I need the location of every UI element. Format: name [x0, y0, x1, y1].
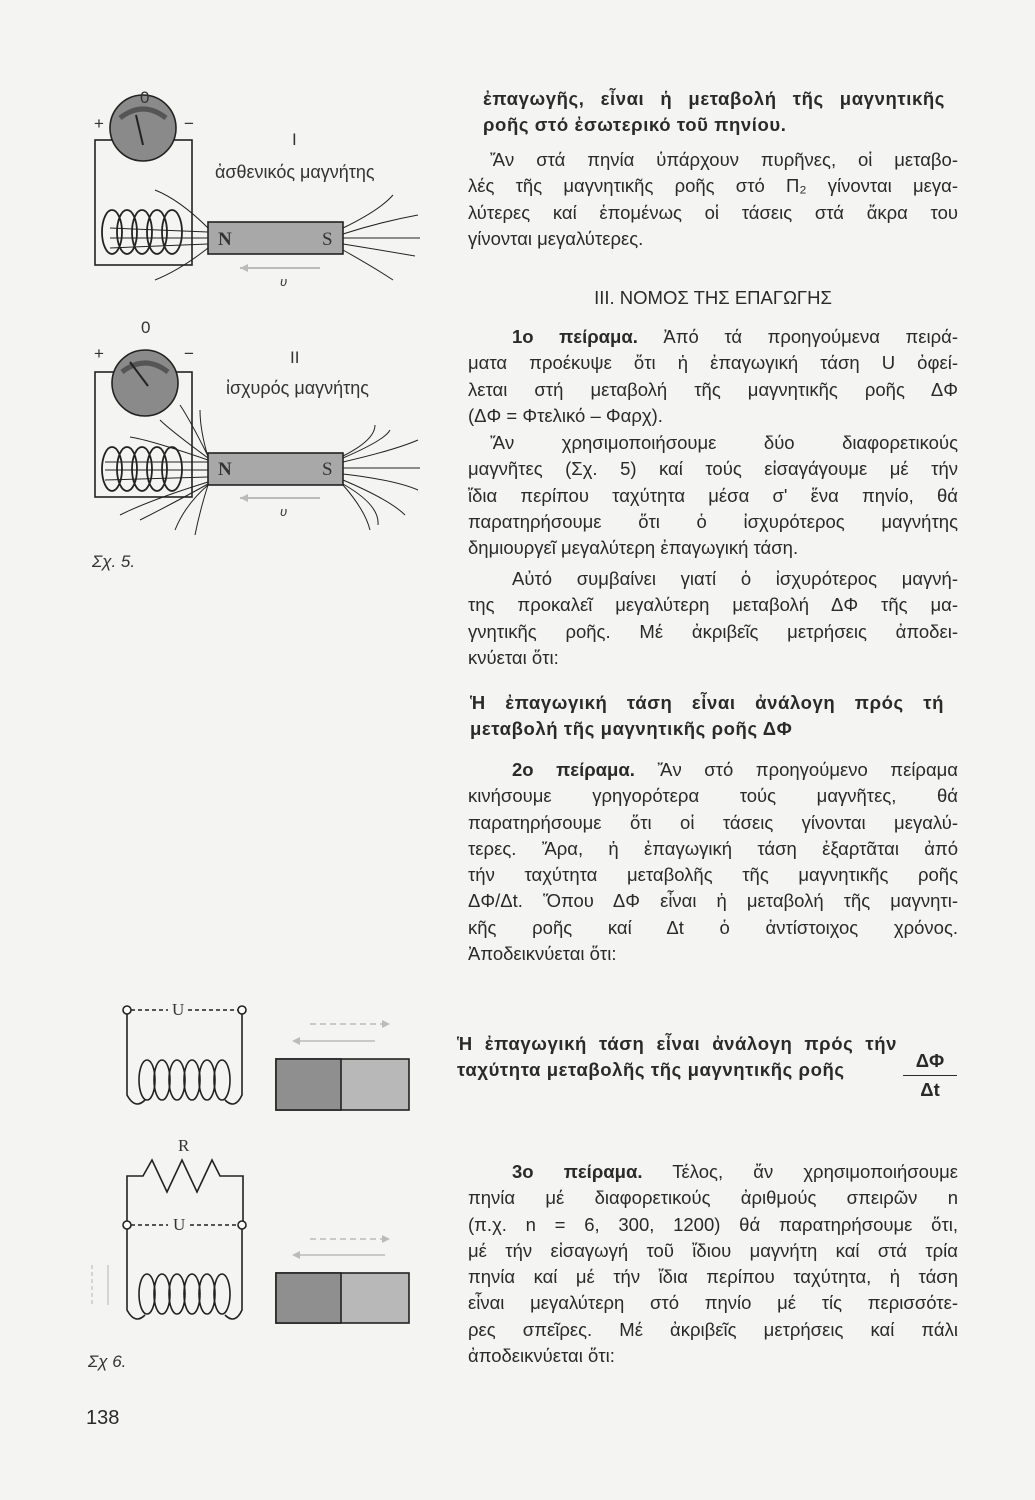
- paragraph-stronger-magnet: [468, 566, 958, 671]
- text-line-content: δημιουργεῖ μεγαλύτερη ἐπαγωγική τάση.: [468, 537, 799, 559]
- text-line-content: (ΔΦ = Φτελικό – Φαρχ).: [468, 404, 663, 426]
- north-label: N: [218, 229, 232, 250]
- text-line-content: τερες. Ἄρα, ἡ ἐπαγωγική τάση ἐξαρτᾶται ἀπό: [468, 837, 958, 859]
- figure6-circuit1: [123, 1006, 409, 1110]
- text-line-content: ἴδια περίπου ταχύτητα μέσα σ' ἕνα πηνίο, θά: [468, 484, 958, 506]
- text-line-content: Ἡ ἐπαγωγική τάση εἶναι ἀνάλογη πρός τήν: [457, 1033, 897, 1054]
- text-line-content: Ἄν στό προηγούμενο πείραμα: [634, 759, 958, 780]
- text-line-content: ἀποδεικνύεται ὅτι:: [468, 1345, 615, 1367]
- text-line-content: Ἄν στά πηνία ὑπάρχουν πυρῆνες, οἱ μεταβο-: [490, 149, 958, 170]
- text-line: [468, 1212, 958, 1238]
- south-label: S: [322, 459, 333, 480]
- text-line-content: εἶναι μεγαλύτερη στό πηνίο μέ τίς περισσότε-: [468, 1292, 958, 1314]
- text-line-content: κινήσουμε γρηγορότερα τούς μαγνῆτες, θά: [468, 785, 958, 807]
- resistor-icon: [127, 1160, 243, 1221]
- paragraph-conclusion: [483, 86, 945, 139]
- text-line: [468, 862, 958, 888]
- text-line: [468, 483, 958, 509]
- terminal-icon: [238, 1006, 246, 1014]
- text-line: [468, 645, 958, 671]
- text-line-content: λύτερες καί ἑπομένως οἱ τάσεις στά ἄκρα του: [468, 201, 958, 223]
- text-line: [468, 783, 958, 809]
- text-line-content: ταχύτητα μεταβολῆς τῆς μαγνητικῆς ροῆς: [457, 1059, 845, 1081]
- text-line-content: γίνονται μεγαλύτερες.: [468, 227, 644, 249]
- experiment-title: 3ο πείραμα.: [512, 1161, 643, 1182]
- text-line-content: κνύεται ὅτι:: [468, 646, 559, 668]
- text-line-content: μέ τήν εἰσαγωγή τοῦ ἴδιου μαγνήτη καί στά τρία: [468, 1239, 958, 1261]
- figure5-panel1: [95, 95, 420, 280]
- text-line: [468, 1264, 958, 1290]
- text-line: [468, 535, 958, 561]
- text-line: [468, 566, 958, 592]
- minus-label: −: [184, 114, 194, 133]
- text-line-content: πηνία καί μέ τήν ἴδια περίπου ταχύτητα, ἡ τάση: [468, 1266, 958, 1288]
- text-line: [457, 1031, 897, 1057]
- text-line-content: Αὐτό συμβαίνει γιατί ὁ ἰσχυρότερος μαγνή-: [512, 568, 958, 589]
- figure5-caption: Σχ. 5.: [92, 552, 136, 571]
- text-line: [468, 430, 958, 456]
- text-line: [468, 173, 958, 199]
- voltage-label: U: [172, 1000, 185, 1019]
- text-line-content: γνητικῆς ροῆς. Μέ ἀκριβεῖς μετρήσεις ἀποδει-: [468, 620, 958, 642]
- text-line-content: ροῆς στό ἐσωτερικό τοῦ πηνίου.: [483, 114, 787, 136]
- text-line-content: της προκαλεῖ μεγαλύτερη μεταβολή ΔΦ τῆς μα-: [468, 594, 958, 616]
- text-line-content: λές τῆς μαγνητικῆς ροῆς στό Π₂ γίνονται μεγα-: [468, 175, 958, 197]
- terminal-icon: [123, 1006, 131, 1014]
- text-line: [468, 757, 958, 783]
- text-line-content: μαγνῆτες (Σχ. 5) καί τούς εἰσαγάγουμε μέ τήν: [468, 458, 958, 480]
- text-line: [470, 690, 944, 716]
- text-line: [468, 1290, 958, 1316]
- text-line: [468, 941, 958, 967]
- text-line-content: κῆς ροῆς καί Δt ὁ ἀντίστοιχος χρόνος.: [468, 916, 958, 938]
- text-line-content: Τέλος, ἄν χρησιμοποιήσουμε: [642, 1161, 958, 1182]
- text-line-content: ΔΦ/Δt. Ὅπου ΔΦ εἶναι ἡ μεταβολή τῆς μαγνητι-: [468, 890, 958, 912]
- experiment-title: 1ο πείραμα.: [512, 326, 638, 347]
- text-line: [483, 86, 945, 112]
- text-line: [468, 836, 958, 862]
- velocity-label: υ: [280, 504, 288, 519]
- text-line: [468, 226, 958, 252]
- text-line-content: παρατηρήσουμε ὅτι οἱ τάσεις γίνονται μεγαλύ-: [468, 811, 958, 833]
- paragraph-experiment-3: [468, 1159, 958, 1369]
- text-line: [468, 200, 958, 226]
- page-number: 138: [86, 1407, 120, 1429]
- plus-label: +: [94, 344, 104, 363]
- text-line: [468, 324, 958, 350]
- terminal-icon: [238, 1221, 246, 1229]
- text-line: [468, 509, 958, 535]
- fraction-dphi-dt: [903, 1050, 957, 1101]
- north-label: N: [218, 459, 232, 480]
- fraction-denominator: Δt: [920, 1079, 940, 1100]
- text-line: [468, 810, 958, 836]
- coil-icon: [139, 1274, 230, 1314]
- text-line-content: (π.χ. n = 6, 300, 1200) θά παρατηρήσουμε ὅτι,: [468, 1213, 958, 1235]
- panel2-label: ἰσχυρός μαγνήτης: [226, 378, 369, 398]
- text-line: [468, 1185, 958, 1211]
- galvanometer-zero-label: 0: [141, 318, 151, 337]
- text-line: [468, 1343, 958, 1369]
- text-line-content: Ἄν χρησιμοποιήσουμε δύο διαφορετικούς: [490, 432, 958, 453]
- section-heading: III. ΝΟΜΟΣ ΤΗΣ ΕΠΑΓΩΓΗΣ: [594, 287, 832, 308]
- text-line: [468, 592, 958, 618]
- galvanometer-zero-label: 0: [140, 88, 150, 107]
- text-line-content: τήν ταχύτητα μεταβολῆς τῆς μαγνητικῆς ροῆς: [468, 864, 958, 886]
- paragraph-cores: [468, 147, 958, 252]
- figure6-caption: Σχ 6.: [88, 1352, 127, 1371]
- text-line-content: ἐπαγωγῆς, εἶναι ἡ μεταβολή τῆς μαγνητικῆς: [483, 88, 945, 109]
- text-line-content: παρατηρήσουμε ὅτι ὁ ἰσχυρότερος μαγνήτης: [468, 510, 958, 532]
- text-line: [468, 1317, 958, 1343]
- text-line: [468, 377, 958, 403]
- text-line-content: ρες σπεῖρες. Μέ ἀκριβεῖς μετρήσεις καί πάλι: [468, 1318, 958, 1340]
- figure6-circuit2: [92, 1160, 409, 1323]
- text-line-content: Ἡ ἐπαγωγική τάση εἶναι ἀνάλογη πρός τή: [470, 692, 944, 713]
- text-line: [468, 403, 958, 429]
- panel1-numeral: I: [292, 130, 297, 149]
- rule-2: [457, 1031, 897, 1084]
- fraction-numerator: ΔΦ: [903, 1050, 957, 1076]
- text-line-content: μεταβολή τῆς μαγνητικῆς ροῆς ΔΦ: [470, 718, 793, 740]
- text-line: [468, 1159, 958, 1185]
- panel1-label: ἀσθενικός μαγνήτης: [215, 162, 375, 182]
- velocity-label: υ: [280, 274, 288, 289]
- resistor-label: R: [178, 1136, 190, 1155]
- text-line: [468, 619, 958, 645]
- text-line: [468, 147, 958, 173]
- text-line-content: Ἀπό τά προηγούμενα πειρά-: [637, 326, 958, 347]
- text-line-content: ματα προέκυψε ὅτι ἡ ἐπαγωγική τάση U ὀφεί-: [468, 352, 958, 374]
- terminal-icon: [123, 1221, 131, 1229]
- paragraph-experiment-1: [468, 324, 958, 429]
- voltage-label: U: [173, 1215, 186, 1234]
- panel2-numeral: II: [290, 348, 300, 367]
- text-line: [468, 915, 958, 941]
- minus-label: −: [184, 344, 194, 363]
- text-line: [468, 1238, 958, 1264]
- text-line: [470, 716, 944, 742]
- text-line: [468, 456, 958, 482]
- text-line-content: Ἀποδεικνύεται ὅτι:: [468, 943, 617, 965]
- coil-icon: [102, 447, 182, 491]
- text-line: [468, 888, 958, 914]
- paragraph-two-magnets: [468, 430, 958, 561]
- rule-1: [470, 690, 944, 743]
- text-line: [483, 112, 945, 138]
- south-label: S: [322, 229, 333, 250]
- text-line-content: πηνία μέ διαφορετικούς ἀριθμούς σπειρῶν n: [468, 1187, 958, 1209]
- text-line: [457, 1057, 897, 1083]
- coil-icon: [139, 1060, 230, 1100]
- experiment-title: 2ο πείραμα.: [512, 759, 635, 780]
- paragraph-experiment-2: [468, 757, 958, 967]
- text-line-content: λεται στή μεταβολή τῆς μαγνητικῆς ροῆς ΔΦ: [468, 378, 958, 400]
- text-line: [468, 350, 958, 376]
- plus-label: +: [94, 114, 104, 133]
